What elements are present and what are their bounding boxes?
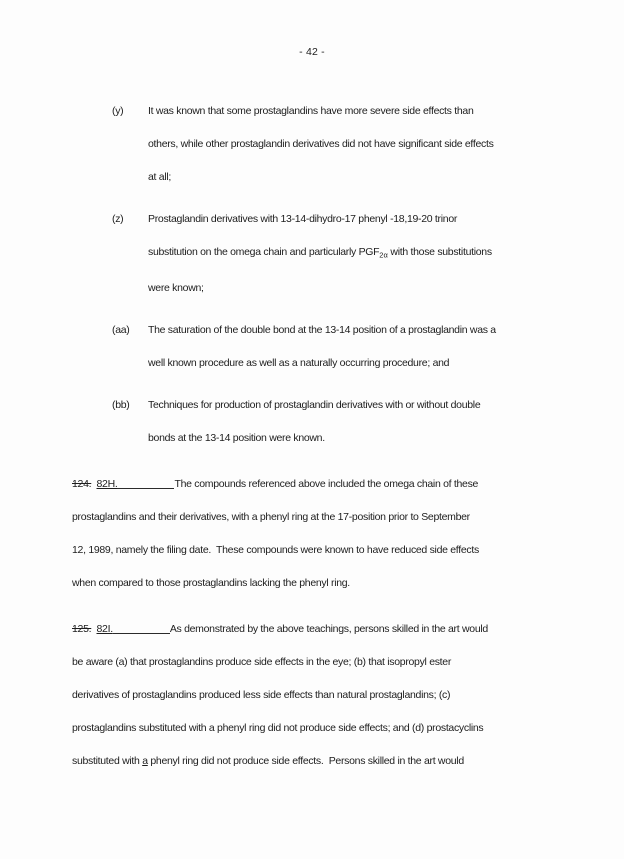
pgf-subscript: 2α [379, 250, 388, 260]
text-line: others, while other prostaglandin derivatives did not have significant side effects [148, 138, 494, 150]
text-line: at all; [148, 171, 171, 183]
list-item-aa [0, 314, 624, 380]
page-number: - 42 - [299, 46, 325, 58]
text-line: derivatives of prostaglandins produced less side effects than natural prostaglandins; (c) [72, 688, 451, 701]
list-item-text [148, 95, 494, 194]
text-line: It was known that some prostaglandins have more severe side effects than [148, 105, 474, 117]
inserted-paragraph-number: 82I. [96, 622, 113, 635]
paragraph-82i [72, 613, 584, 778]
list-item-bb [0, 389, 624, 455]
underlined-tab [113, 623, 170, 634]
text-line [72, 745, 584, 778]
list-item-text [148, 203, 492, 305]
text-segment: namely the filing date. These compounds were known to have reduced side effects [113, 543, 479, 556]
inserted-paragraph-number: 82H. [96, 477, 118, 490]
text-line: Techniques for production of prostaglandin derivatives with or without double [148, 398, 481, 411]
text-segment: 12, 1989 [72, 543, 111, 556]
inserted-comma: , [110, 543, 114, 556]
text-line: were known; [148, 281, 204, 294]
text-line: be aware (a) that prostaglandins produce side effects in the eye; (b) that isopropyl ester [72, 655, 452, 668]
text-segment: with those substitutions [387, 246, 492, 258]
text-line: prostaglandins and their derivatives, with a phenyl ring at the 17-position prior to September [72, 510, 470, 523]
text-segment: substituted with [72, 754, 143, 767]
lettered-list [0, 95, 624, 455]
paragraph-82h [72, 468, 584, 600]
deleted-paragraph-number: 124. [72, 477, 92, 490]
text-line: well known procedure as well as a naturally occurring procedure; and [148, 356, 450, 369]
list-item-text [148, 314, 496, 380]
text-line [72, 468, 584, 501]
text-segment: phenyl ring did not produce side effects. Persons skilled in the art would [147, 754, 464, 767]
deleted-paragraph-number: 125. [72, 622, 92, 635]
list-item-z [0, 203, 624, 305]
text-line: The saturation of the double bond at the 13-14 position of a prostaglandin was a [148, 323, 496, 336]
list-item-label: (z) [112, 213, 124, 225]
list-item-y [0, 95, 624, 194]
underlined-tab [117, 478, 174, 489]
list-item-label: (aa) [112, 323, 130, 336]
inserted-word: a [142, 754, 148, 767]
text-line [72, 613, 584, 646]
text-line: prostaglandins substituted with a phenyl ring did not produce side effects; and (d) prostacyclins [72, 721, 484, 734]
list-item-label: (y) [112, 105, 124, 117]
text-line [148, 236, 492, 272]
list-item-label: (bb) [112, 398, 130, 411]
text-segment: As demonstrated by the above teachings, persons skilled in the art would [169, 622, 488, 635]
text-segment: substitution on the omega chain and particularly PGF [148, 246, 380, 258]
text-line: Prostaglandin derivatives with 13-14-dihydro-17 phenyl -18,19-20 trinor [148, 213, 458, 225]
text-line: bonds at the 13-14 position were known. [148, 431, 325, 444]
text-line: when compared to those prostaglandins lacking the phenyl ring. [72, 576, 350, 589]
text-segment: The compounds referenced above included the omega chain of these [174, 477, 479, 490]
list-item-text [148, 389, 480, 455]
text-line [72, 534, 584, 567]
